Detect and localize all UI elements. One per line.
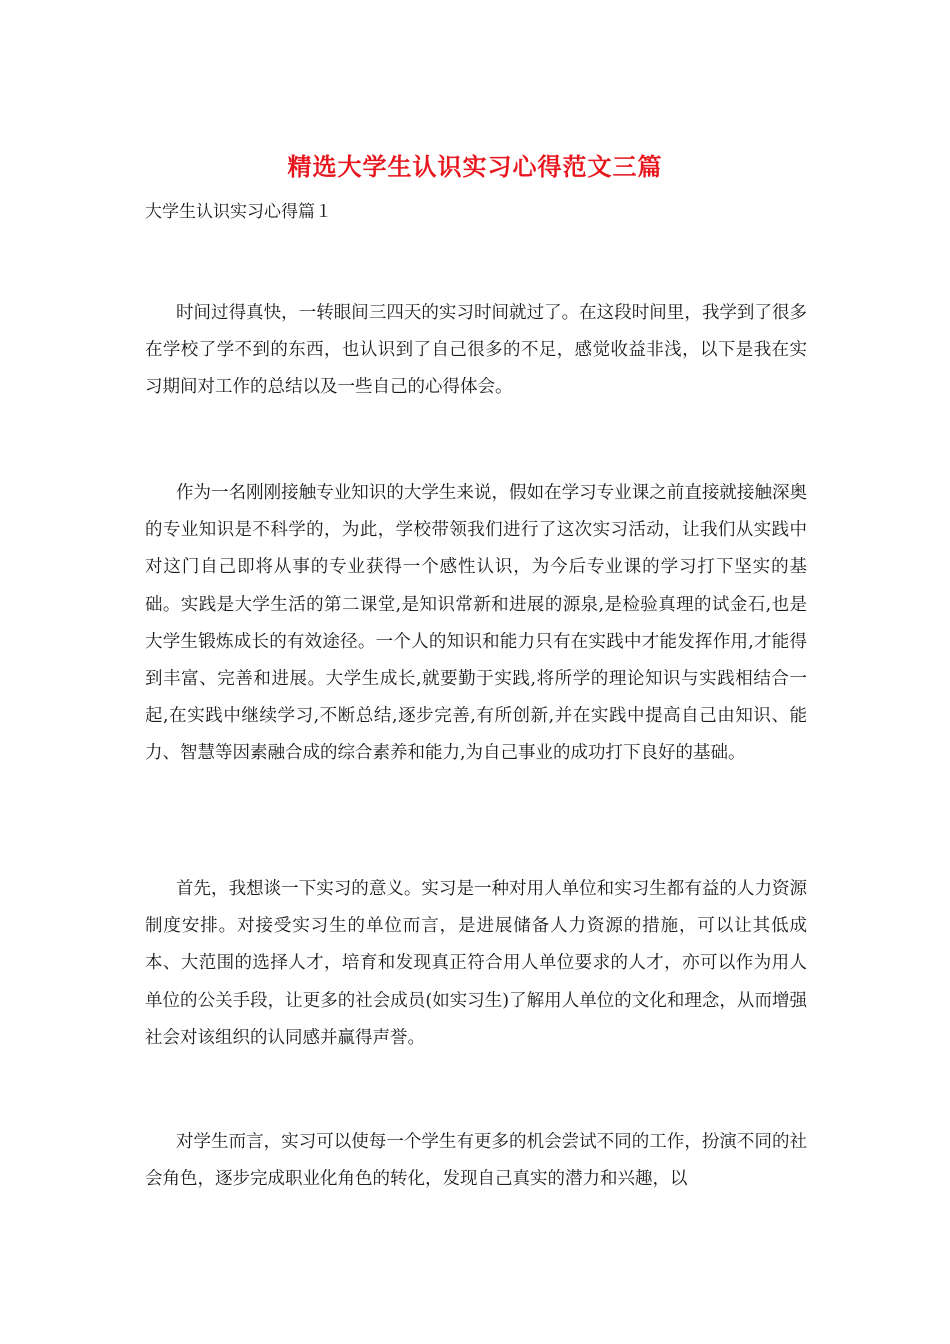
paragraph: 对学生而言，实习可以使每一个学生有更多的机会尝试不同的工作，扮演不同的社会角色，逐步完成职业化角色的转化，发现自己真实的潜力和兴趣，以 [145,1132,807,1190]
document-title: 精选大学生认识实习心得范文三篇 [287,152,663,181]
paragraph: 作为一名刚刚接触专业知识的大学生来说，假如在学习专业课之前直接就接触深奥的专业知识是不科学的，为此，学校带领我们进行了这次实习活动，让我们从实践中对这门自己即将从事的专业获得一个感性认识，为今后专业课的学习打下坚实的基础。实践是大学生活的第二课堂,是知识常新和进展的源泉,是检验真理的试金石,也是大学生锻炼成长的有效途径。一个人的知识和能力只有在实践中才能发挥作用,才能得到丰富、完善和进展。大学生成长,就要勤于实践,将所学的理论知识与实践相结合一起,在实践中继续学习,不断总结,逐步完善,有所创新,并在实践中提高自己由知识、能力、智慧等因素融合成的综合素养和能力,为自己事业的成功打下良好的基础。 [145,483,807,764]
paragraph: 首先，我想谈一下实习的意义。实习是一种对用人单位和实习生都有益的人力资源制度安排。对接受实习生的单位而言，是进展储备人力资源的措施，可以让其低成本、大范围的选择人才，培育和发现真正符合用人单位要求的人才，亦可以作为用人单位的公关手段，让更多的社会成员(如实习生)了解用人单位的文化和理念，从而增强社会对该组织的认同感并赢得声誉。 [145,879,807,1048]
paragraph: 时间过得真快，一转眼间三四天的实习时间就过了。在这段时间里，我学到了很多在学校了学不到的东西，也认识到了自己很多的不足，感觉收益非浅，以下是我在实习期间对工作的总结以及一些自己的心得体会。 [145,303,807,398]
section-heading: 大学生认识实习心得篇１ [145,202,332,222]
